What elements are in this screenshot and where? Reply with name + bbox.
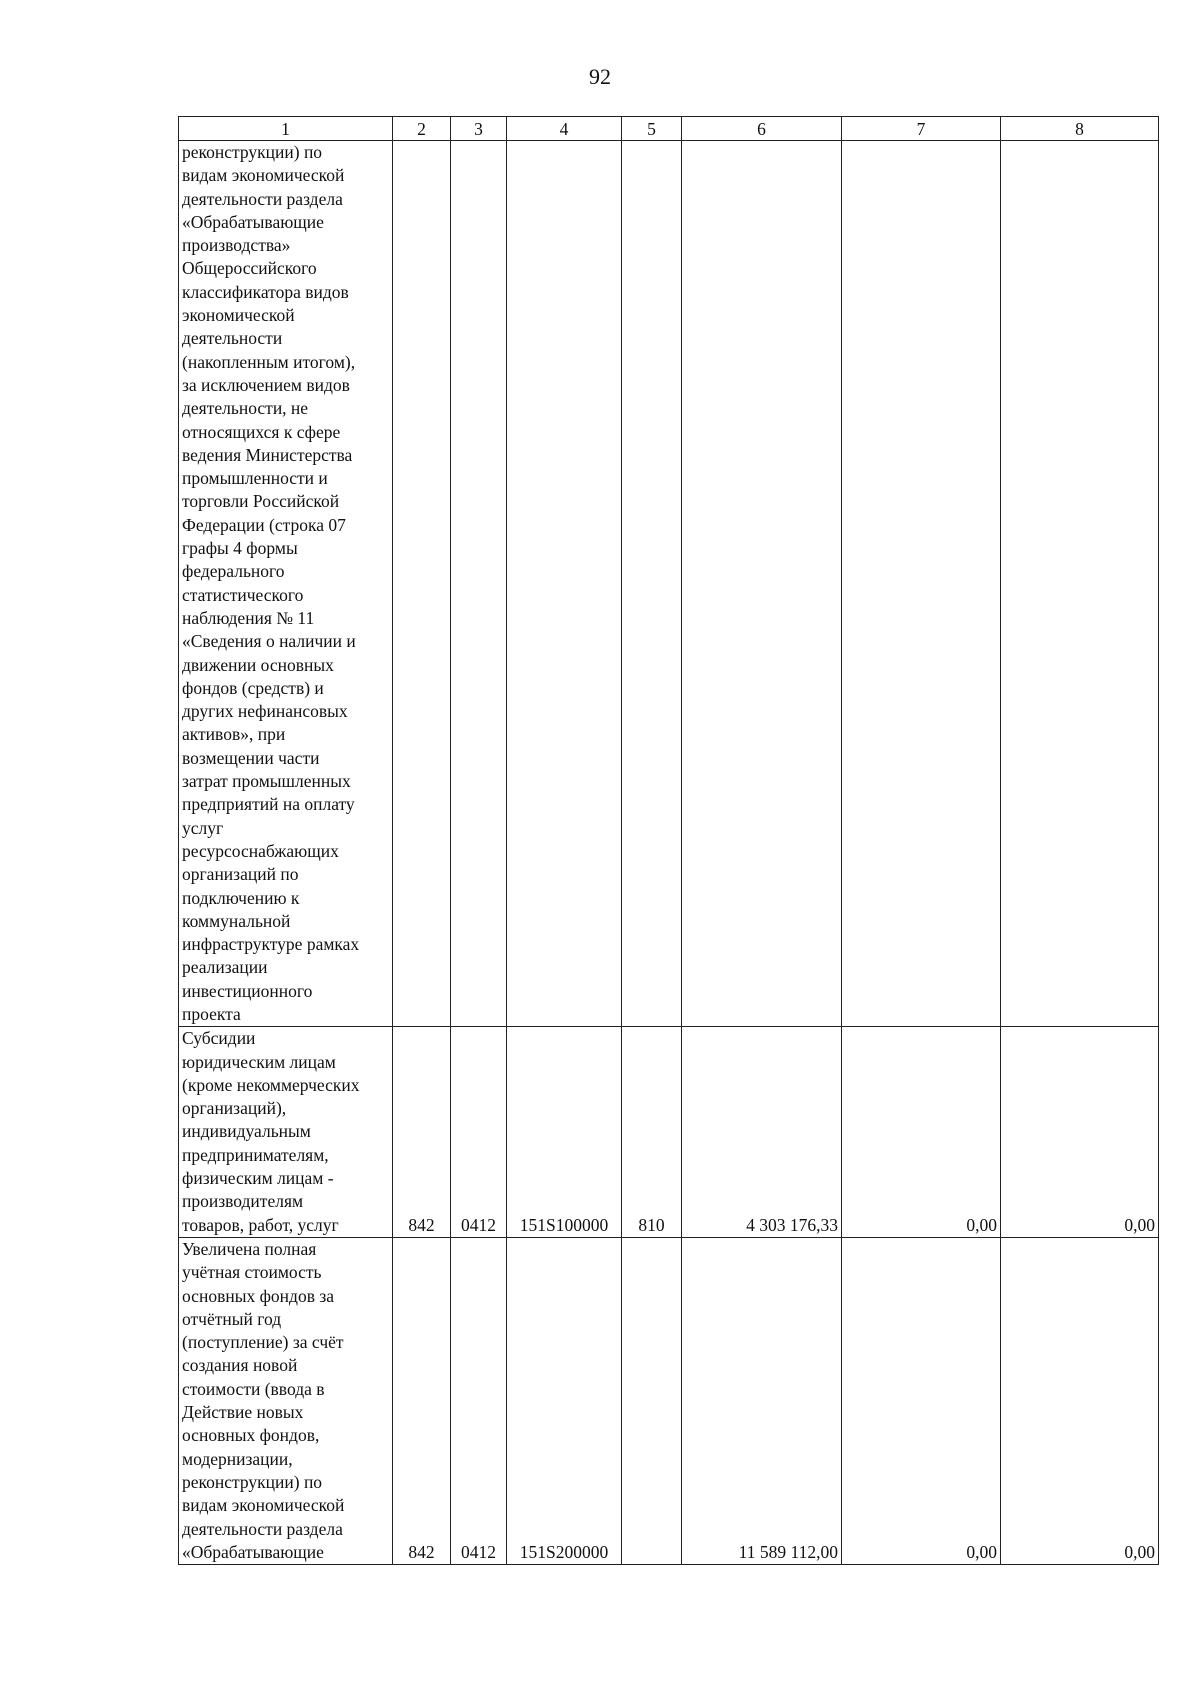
column-number-row	[179, 117, 1159, 141]
cell-section-code	[451, 141, 507, 1027]
table-row	[179, 141, 1159, 1027]
table-row	[179, 1237, 1159, 1564]
column-header: 6	[682, 117, 842, 141]
column-header: 4	[507, 117, 622, 141]
cell-amount-3: 0,00	[1001, 1237, 1159, 1564]
column-header: 3	[451, 117, 507, 141]
cell-amount-2: 0,00	[842, 1027, 1001, 1238]
cell-target-code	[507, 141, 622, 1027]
cell-section-code: 0412	[451, 1027, 507, 1238]
column-header: 5	[622, 117, 682, 141]
row-description: Субсидии юридическим лицам (кроме некоммерческих организаций), индивидуальным предпринимателям, физическим лицам - производителям товаров, работ, услуг	[179, 1027, 393, 1238]
row-description: Увеличена полная учётная стоимость основных фондов за отчётный год (поступление) за счёт создания новой стоимости (ввода в Действие новых основных фондов, модернизации, реконструкции) по видам экономической деятельности раздела «Обрабатывающие	[179, 1237, 393, 1564]
cell-amount-3	[1001, 141, 1159, 1027]
cell-amount-3: 0,00	[1001, 1027, 1159, 1238]
cell-section-code: 0412	[451, 1237, 507, 1564]
cell-expense-type: 810	[622, 1027, 682, 1238]
cell-ministry-code	[393, 141, 451, 1027]
row-description: реконструкции) по видам экономической деятельности раздела «Обрабатывающие производства» Общероссийского классификатора видов экономической деятельности (накопленным итогом), за исключением видов деятельности, не относящихся к сфере ведения Министерства промышленности и торговли Российской Федерации (строка 07 графы 4 формы федерального статистического наблюдения № 11 «Сведения о наличии и движении основных фондов (средств) и других нефинансовых активов», при возмещении части затрат промышленных предприятий на оплату услуг ресурсоснабжающих организаций по подключению к коммунальной инфраструктуре рамках реализации инвестиционного проекта	[179, 141, 393, 1027]
cell-ministry-code: 842	[393, 1027, 451, 1238]
cell-expense-type	[622, 141, 682, 1027]
cell-amount-2	[842, 141, 1001, 1027]
page-number: 92	[589, 64, 611, 89]
cell-amount-1: 11 589 112,00	[682, 1237, 842, 1564]
cell-target-code: 151S200000	[507, 1237, 622, 1564]
cell-ministry-code: 842	[393, 1237, 451, 1564]
column-header: 7	[842, 117, 1001, 141]
cell-target-code: 151S100000	[507, 1027, 622, 1238]
cell-amount-2: 0,00	[842, 1237, 1001, 1564]
cell-expense-type	[622, 1237, 682, 1564]
cell-amount-1	[682, 141, 842, 1027]
budget-table	[178, 116, 1159, 1565]
column-header: 2	[393, 117, 451, 141]
cell-amount-1: 4 303 176,33	[682, 1027, 842, 1238]
column-header: 8	[1001, 117, 1159, 141]
table-row	[179, 1027, 1159, 1238]
column-header: 1	[179, 117, 393, 141]
